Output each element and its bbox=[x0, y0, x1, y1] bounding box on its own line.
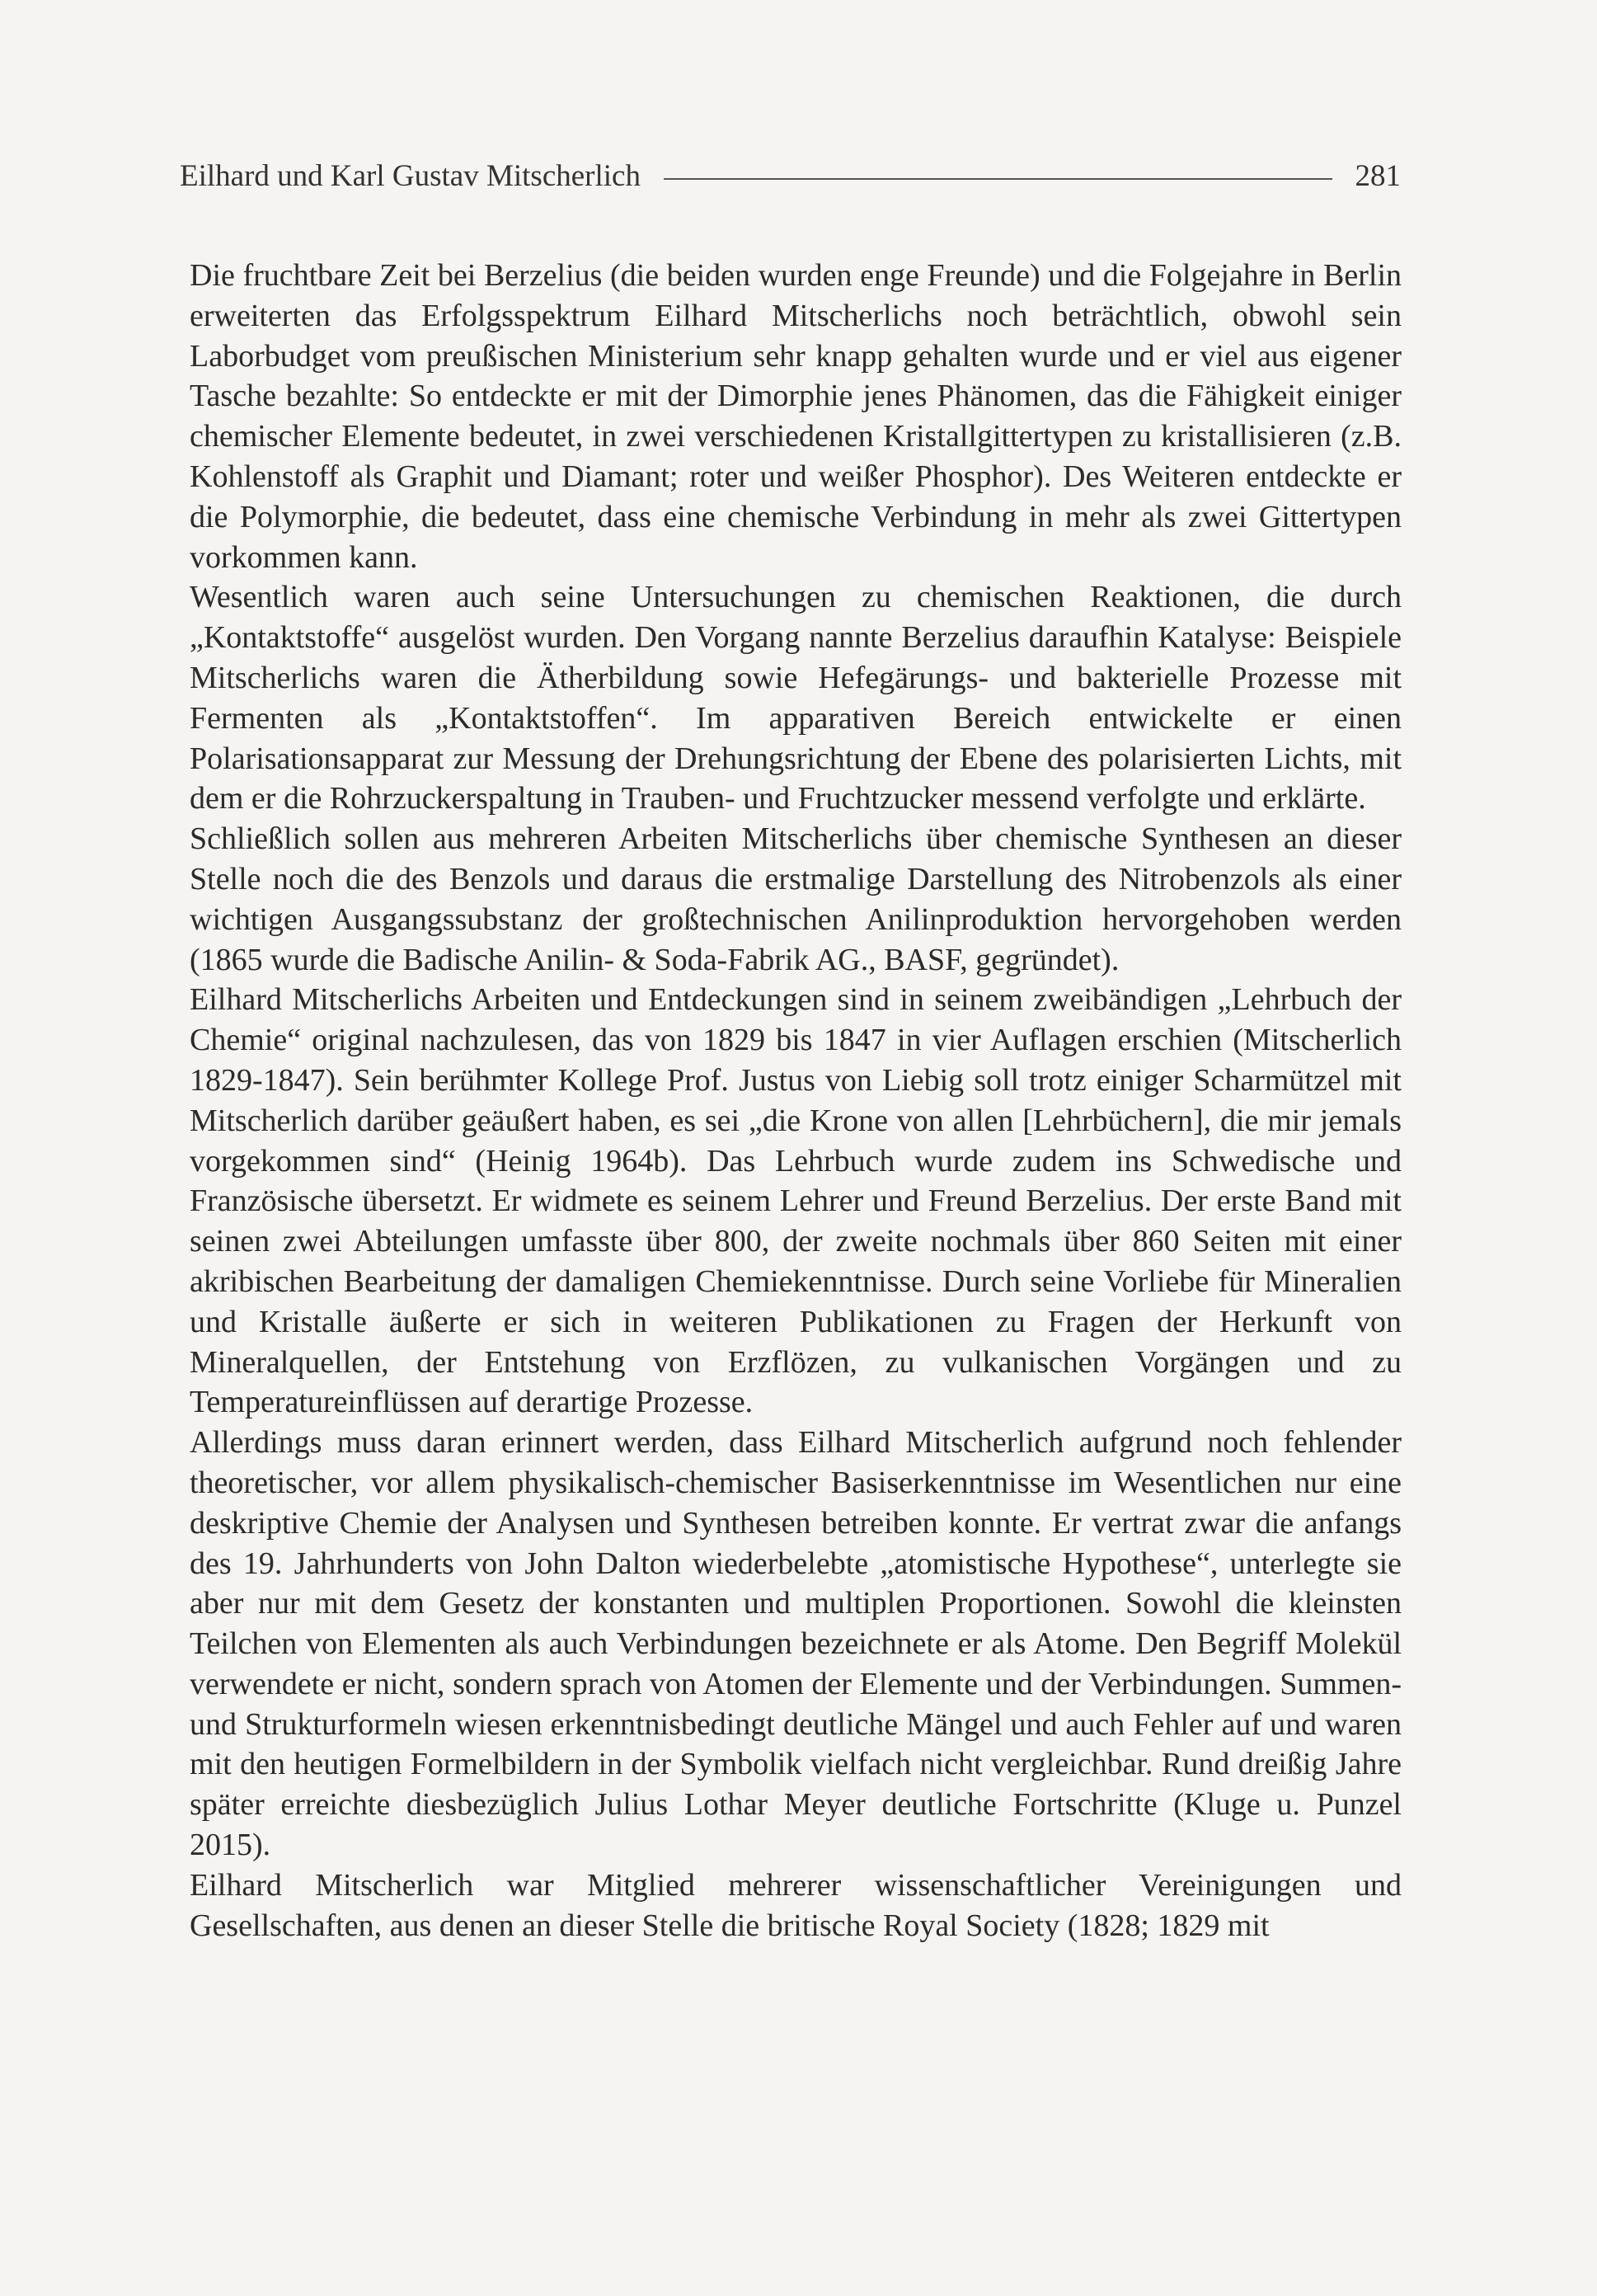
page-number: 281 bbox=[1355, 158, 1401, 193]
body-text bbox=[190, 256, 1402, 1945]
paragraph: Eilhard Mitscherlich war Mitglied mehrerer wissenschaftlicher Vereinigungen und Gesellschaften, aus denen an dieser Stelle die britische Royal Society (1828; 1829 mit bbox=[190, 1867, 1402, 1943]
paragraph: Wesentlich waren auch seine Untersuchungen zu chemischen Reaktionen, die durch „Kontaktstoffe“ ausgelöst wurden. Den Vorgang nannte Berzelius daraufhin Katalyse: Beispiele Mitscherlichs waren die Ätherbildung sowie Hefegärungs- und bakterielle Prozesse mit Fermenten als „Kontaktstoffen“. Im apparativen Bereich entwickelte er einen Polarisationsapparat zur Messung der Drehungsrichtung der Ebene des polarisierten Lichts, mit dem er die Rohrzuckerspaltung in Trauben- und Fruchtzucker messend verfolgte und erklärte. bbox=[190, 580, 1402, 816]
header-title: Eilhard und Karl Gustav Mitscherlich bbox=[180, 158, 641, 193]
paragraph: Die fruchtbare Zeit bei Berzelius (die beiden wurden enge Freunde) und die Folgejahre in Berlin erweiterten das Erfolgsspektrum Eilhard Mitscherlichs noch beträchtlich, obwohl sein Laborbudget vom preußischen Ministerium sehr knapp gehalten wurde und er viel aus eigener Tasche bezahlte: So entdeckte er mit der Dimorphie jenes Phänomen, das die Fähigkeit einiger chemischer Elemente bedeutet, in zwei verschiedenen Kristallgittertypen zu kristallisieren (z.B. Kohlenstoff als Graphit und Diamant; roter und weißer Phosphor). Des Weiteren entdeckte er die Polymorphie, die bedeutet, dass eine chemische Verbindung in mehr als zwei Gittertypen vorkommen kann. bbox=[190, 258, 1402, 575]
paragraph: Schließlich sollen aus mehreren Arbeiten Mitscherlichs über chemische Synthesen an dieser Stelle noch die des Benzols und daraus die erstmalige Darstellung des Nitrobenzols als einer wichtigen Ausgangssubstanz der großtechnischen Anilinproduktion hervorgehoben werden (1865 wurde die Badische Anilin- & Soda-Fabrik AG., BASF, gegründet). bbox=[190, 821, 1402, 977]
header-rule bbox=[664, 178, 1332, 180]
paragraph: Allerdings muss daran erinnert werden, dass Eilhard Mitscherlich aufgrund noch fehlender theoretischer, vor allem physikalisch-chemischer Basiserkenntnisse im Wesentlichen nur eine deskriptive Chemie der Analysen und Synthesen betreiben konnte. Er vertrat zwar die anfangs des 19. Jahrhunderts von John Dalton wiederbelebte „atomistische Hypothese“, unterlegte sie aber nur mit dem Gesetz der konstanten und multiplen Proportionen. Sowohl die kleinsten Teilchen von Elementen als auch Verbindungen bezeichnete er als Atome. Den Begriff Molekül verwendete er nicht, sondern sprach von Atomen der Elemente und der Verbindungen. Summen- und Strukturformeln wiesen erkenntnisbedingt deutliche Mängel und auch Fehler auf und waren mit den heutigen Formelbildern in der Symbolik vielfach nicht vergleichbar. Rund dreißig Jahre später erreichte diesbezüglich Julius Lothar Meyer deutliche Fortschritte (Kluge u. Punzel 2015). bbox=[190, 1425, 1402, 1863]
paragraph: Eilhard Mitscherlichs Arbeiten und Entdeckungen sind in seinem zweibändigen „Lehrbuch der Chemie“ original nachzulesen, das von 1829 bis 1847 in vier Auflagen erschien (Mitscherlich 1829-1847). Sein berühmter Kollege Prof. Justus von Liebig soll trotz einiger Scharmützel mit Mitscherlich darüber geäußert haben, es sei „die Krone von allen [Lehrbüchern], die mir jemals vorgekommen sind“ (Heinig 1964b). Das Lehrbuch wurde zudem ins Schwedische und Französische übersetzt. Er widmete es seinem Lehrer und Freund Berzelius. Der erste Band mit seinen zwei Abteilungen umfasste über 800, der zweite nochmals über 860 Seiten mit einer akribischen Bearbeitung der damaligen Chemiekenntnisse. Durch seine Vorliebe für Mineralien und Kristalle äußerte er sich in weiteren Publikationen zu Fragen der Herkunft von Mineralquellen, der Entstehung von Erzflözen, zu vulkanischen Vorgängen und zu Temperatureinflüssen auf derartige Prozesse. bbox=[190, 982, 1402, 1420]
running-header bbox=[180, 155, 1401, 196]
